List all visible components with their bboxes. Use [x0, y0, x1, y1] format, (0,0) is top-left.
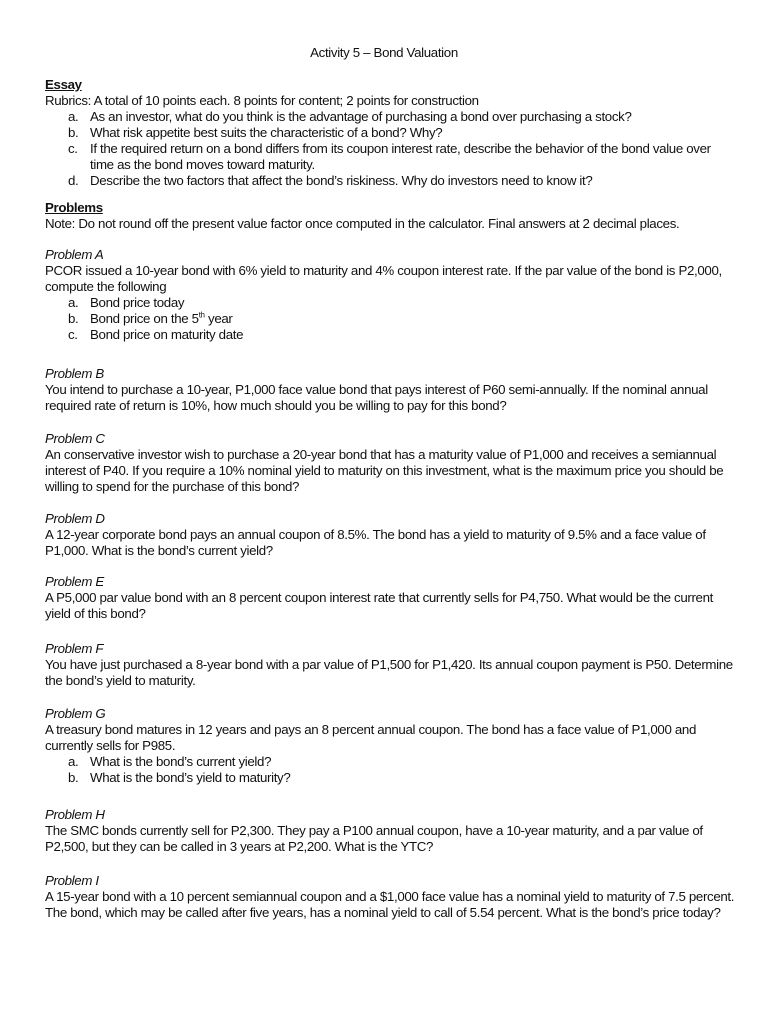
document-title: Activity 5 – Bond Valuation [310, 45, 458, 60]
problem-text: You intend to purchase a 10-year, P1,000 face value bond that pays interest of P60 semi-annually. If the nominal annual required rate of return is 10%, how much should you be willing to pay for this bond? [45, 382, 708, 413]
item-text: What is the bond’s yield to maturity? [90, 770, 291, 785]
list-item [45, 754, 735, 770]
problem-c [45, 431, 735, 495]
item-text: Bond price today [90, 295, 185, 310]
problem-a-items [45, 295, 735, 343]
problem-label: Problem I [45, 873, 99, 888]
problem-text: The SMC bonds currently sell for P2,300. They pay a P100 annual coupon, have a 10-year maturity, and a par value of P2,500, but they can be called in 3 years at P2,200. What is the YTC? [45, 823, 703, 854]
ordinal-suffix: th [198, 310, 205, 320]
essay-question [45, 109, 735, 125]
list-item [45, 311, 735, 327]
problem-text: A 12-year corporate bond pays an annual coupon of 8.5%. The bond has a yield to maturity of 9.5% and a face value of P1,000. What is the bond’s current yield? [45, 527, 706, 558]
essay-rubrics: Rubrics: A total of 10 points each. 8 points for content; 2 points for construction [45, 93, 479, 108]
essay-heading: Essay [45, 77, 82, 92]
problem-text: A P5,000 par value bond with an 8 percent coupon interest rate that currently sells for P4,750. What would be the current yield of this bond? [45, 590, 713, 621]
problem-e [45, 574, 735, 622]
problem-b [45, 366, 735, 414]
problems-section [45, 200, 735, 232]
list-item [45, 770, 735, 786]
essay-section [45, 77, 735, 189]
item-text: Bond price on maturity date [90, 327, 244, 342]
question-text: What risk appetite best suits the characteristic of a bond? Why? [90, 125, 443, 140]
list-marker: b. [68, 770, 79, 785]
problem-g-items [45, 754, 735, 786]
list-marker: b. [68, 311, 79, 326]
question-text: Describe the two factors that affect the bond’s riskiness. Why do investors need to know it? [90, 173, 593, 188]
problem-g [45, 706, 735, 786]
list-marker: a. [68, 295, 79, 310]
item-text: year [204, 311, 233, 326]
list-marker: b. [68, 125, 79, 140]
essay-questions [45, 109, 735, 189]
problem-label: Problem A [45, 247, 104, 262]
problem-label: Problem D [45, 511, 105, 526]
problem-text: A treasury bond matures in 12 years and pays an 8 percent annual coupon. The bond has a face value of P1,000 and currently sells for P985. [45, 722, 696, 753]
problem-label: Problem G [45, 706, 106, 721]
problem-text: An conservative investor wish to purchase a 20-year bond that has a maturity value of P1,000 and receives a semiannual interest of P40. If you require a 10% nominal yield to maturity on this investment, what is the maximum price you should be willing to spend for the purchase of this bond? [45, 447, 724, 494]
problem-label: Problem F [45, 641, 104, 656]
problem-h [45, 807, 735, 855]
problem-text: A 15-year bond with a 10 percent semiannual coupon and a $1,000 face value has a nominal yield to maturity of 7.5 percent. The bond, which may be called after five years, has a nominal yield to call of 5.54 percent. What is the bond’s price today? [45, 889, 735, 920]
problem-text: PCOR issued a 10-year bond with 6% yield to maturity and 4% coupon interest rate. If the par value of the bond is P2,000, compute the following [45, 263, 722, 294]
problem-label: Problem H [45, 807, 105, 822]
problem-label: Problem E [45, 574, 104, 589]
list-item [45, 327, 735, 343]
list-marker: a. [68, 754, 79, 769]
essay-question [45, 141, 735, 173]
list-item [45, 295, 735, 311]
list-marker: c. [68, 327, 78, 342]
essay-question [45, 173, 735, 189]
list-marker: a. [68, 109, 79, 124]
question-text: If the required return on a bond differs from its coupon interest rate, describe the behavior of the bond value over time as the bond moves toward maturity. [90, 141, 711, 172]
problem-label: Problem B [45, 366, 104, 381]
problem-i [45, 873, 735, 921]
problems-note: Note: Do not round off the present value factor once computed in the calculator. Final answers at 2 decimal places. [45, 216, 680, 231]
item-text: Bond price on the 5 [90, 311, 199, 326]
problem-label: Problem C [45, 431, 105, 446]
problem-f [45, 641, 735, 689]
problems-heading: Problems [45, 200, 103, 215]
list-marker: c. [68, 141, 78, 156]
problem-text: You have just purchased a 8-year bond with a par value of P1,500 for P1,420. Its annual coupon payment is P50. Determine the bond’s yield to maturity. [45, 657, 733, 688]
problem-d [45, 511, 735, 559]
problem-a [45, 247, 735, 343]
item-text: What is the bond’s current yield? [90, 754, 272, 769]
question-text: As an investor, what do you think is the advantage of purchasing a bond over purchasing a stock? [90, 109, 632, 124]
list-marker: d. [68, 173, 79, 188]
essay-question [45, 125, 735, 141]
